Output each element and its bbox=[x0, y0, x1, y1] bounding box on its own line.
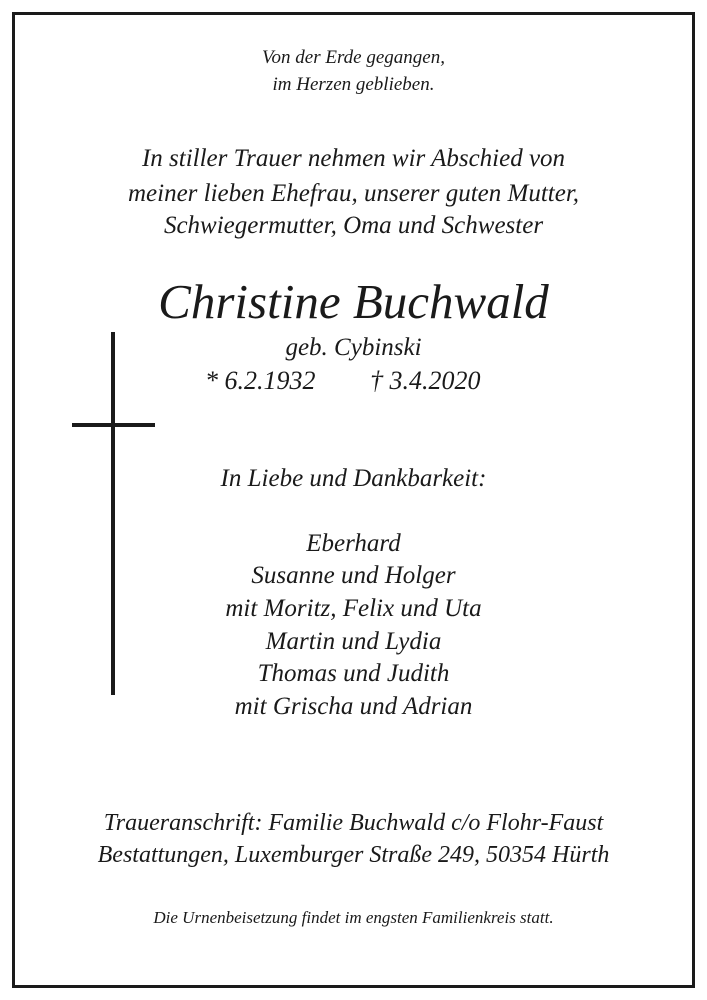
address-line-1: Traueranschrift: Familie Buchwald c/o Flohr-Faust bbox=[103, 810, 604, 836]
mourner-name: Eberhard bbox=[306, 530, 401, 557]
address-line-2: Bestattungen, Luxemburger Straße 249, 50354 Hürth bbox=[97, 842, 610, 868]
mourner-name: mit Grischa und Adrian bbox=[234, 693, 473, 720]
birth-date: * 6.2.1932 bbox=[205, 366, 316, 395]
mourner-name: mit Moritz, Felix und Uta bbox=[225, 595, 482, 622]
motto-line-1: Von der Erde gegangen, bbox=[262, 47, 445, 68]
mourner-name: Susanne und Holger bbox=[251, 562, 456, 589]
maiden-name: geb. Cybinski bbox=[285, 334, 422, 361]
intro-line-2: meiner lieben Ehefrau, unserer guten Mutter, bbox=[127, 180, 580, 207]
motto-line-2: im Herzen geblieben. bbox=[272, 74, 435, 95]
intro-line-3: Schwiegermutter, Oma und Schwester bbox=[163, 212, 544, 239]
deceased-name: Christine Buchwald bbox=[158, 274, 549, 329]
closing-line: In Liebe und Dankbarkeit: bbox=[220, 465, 487, 492]
cross-icon-horizontal bbox=[72, 423, 155, 427]
funeral-note: Die Urnenbeisetzung findet im engsten Familienkreis statt. bbox=[153, 908, 554, 927]
mourner-name: Thomas und Judith bbox=[257, 660, 450, 687]
mourner-name: Martin und Lydia bbox=[265, 628, 442, 655]
intro-line-1: In stiller Trauer nehmen wir Abschied von bbox=[141, 145, 566, 172]
death-date: † 3.4.2020 bbox=[370, 366, 481, 395]
